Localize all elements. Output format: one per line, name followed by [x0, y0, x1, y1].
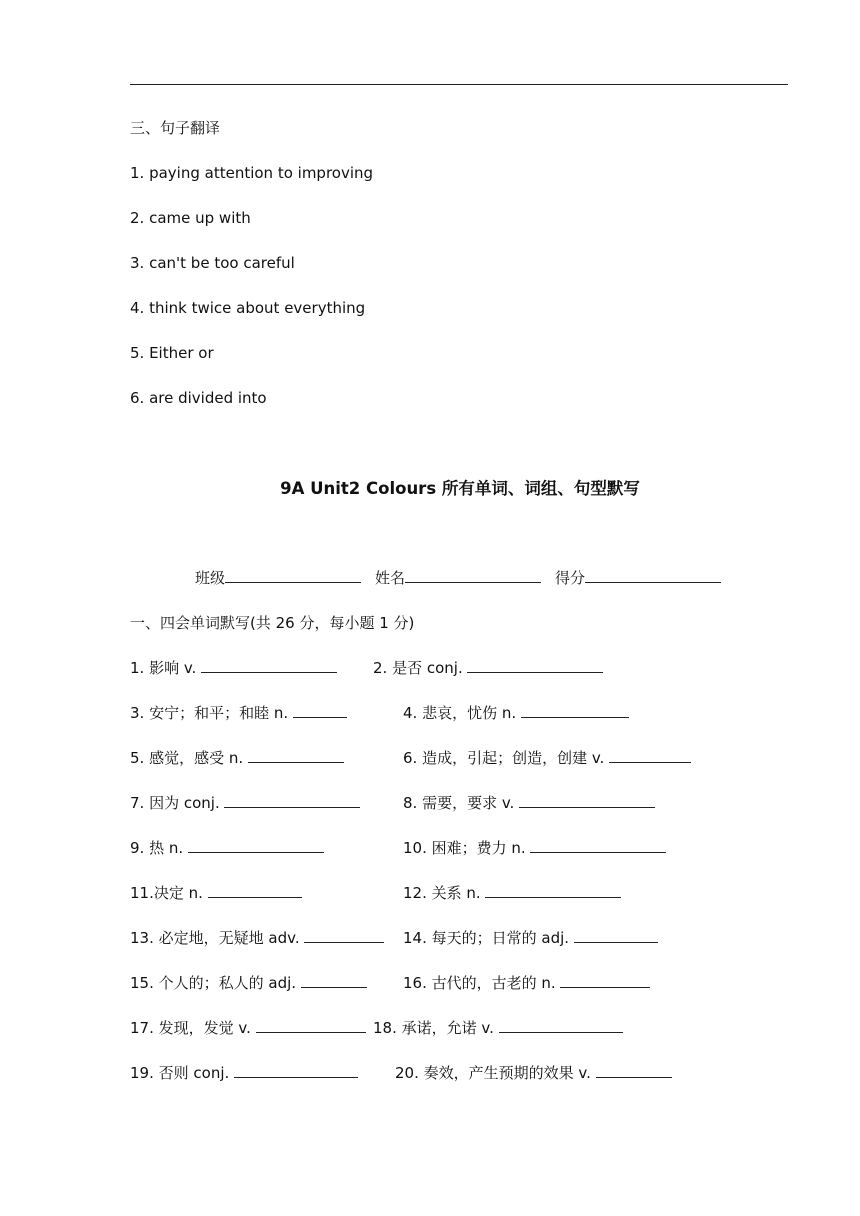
vocab-item-15-prompt: 15. 个人的；私人的 adj. [130, 974, 301, 992]
score-blank[interactable] [585, 568, 721, 583]
vocab-item-16 [403, 973, 650, 993]
name-blank[interactable] [405, 568, 541, 583]
vocab-item-20 [395, 1063, 672, 1083]
vocab-item-7-prompt: 7. 因为 conj. [130, 794, 225, 812]
class-label: 班级 [195, 569, 226, 587]
section1-heading: 一、四会单词默写(共 26 分，每小题 1 分) [130, 614, 415, 632]
vocab-item-3-prompt: 3. 安宁；和平；和睦 n. [130, 704, 293, 722]
vocab-item-17-blank[interactable] [256, 1018, 366, 1033]
vocab-item-18 [373, 1018, 623, 1038]
vocab-item-11-prompt: 11.决定 n. [130, 884, 208, 902]
vocab-item-6-blank[interactable] [609, 748, 691, 763]
vocab-item-15 [130, 973, 367, 993]
vocab-item-2 [373, 658, 603, 678]
vocab-item-20-blank[interactable] [596, 1063, 672, 1078]
vocab-item-20-prompt: 20. 奏效，产生预期的效果 v. [395, 1064, 596, 1082]
vocab-item-11 [130, 883, 302, 903]
score-label: 得分 [555, 569, 586, 587]
vocab-item-12 [403, 883, 621, 903]
vocab-item-3 [130, 703, 347, 723]
vocab-item-18-prompt: 18. 承诺，允诺 v. [373, 1019, 499, 1037]
vocab-item-8-blank[interactable] [519, 793, 655, 808]
student-info-row [195, 568, 721, 588]
vocab-item-7-blank[interactable] [224, 793, 360, 808]
vocab-item-4-blank[interactable] [521, 703, 629, 718]
vocab-item-15-blank[interactable] [301, 973, 367, 988]
vocab-item-9-prompt: 9. 热 n. [130, 839, 188, 857]
vocab-item-14-prompt: 14. 每天的；日常的 adj. [403, 929, 574, 947]
vocab-item-10 [403, 838, 666, 858]
class-blank[interactable] [225, 568, 361, 583]
vocab-item-1-prompt: 1. 影响 v. [130, 659, 202, 677]
vocab-item-2-prompt: 2. 是否 conj. [373, 659, 468, 677]
vocab-item-4 [403, 703, 629, 723]
translation-item-4: 4. think twice about everything [130, 299, 366, 317]
translation-item-1: 1. paying attention to improving [130, 164, 374, 182]
vocab-item-8 [403, 793, 655, 813]
translation-item-2: 2. came up with [130, 209, 251, 227]
vocab-item-5 [130, 748, 344, 768]
vocab-item-19-blank[interactable] [234, 1063, 358, 1078]
vocab-item-2-blank[interactable] [467, 658, 603, 673]
vocab-item-14-blank[interactable] [574, 928, 658, 943]
translation-item-5: 5. Either or [130, 344, 214, 362]
vocab-item-4-prompt: 4. 悲哀，忧伤 n. [403, 704, 521, 722]
vocab-item-13-prompt: 13. 必定地，无疑地 adv. [130, 929, 305, 947]
vocab-item-11-blank[interactable] [208, 883, 302, 898]
vocab-item-19-prompt: 19. 否则 conj. [130, 1064, 235, 1082]
vocab-item-9-blank[interactable] [188, 838, 324, 853]
vocab-item-1 [130, 658, 337, 678]
vocab-item-16-prompt: 16. 古代的，古老的 n. [403, 974, 561, 992]
vocab-item-3-blank[interactable] [293, 703, 347, 718]
vocab-item-9 [130, 838, 324, 858]
vocab-item-17 [130, 1018, 366, 1038]
vocab-item-12-blank[interactable] [485, 883, 621, 898]
vocab-item-10-prompt: 10. 困难；费力 n. [403, 839, 531, 857]
vocab-item-16-blank[interactable] [560, 973, 650, 988]
translation-item-6: 6. are divided into [130, 389, 267, 407]
worksheet-title: 9A Unit2 Colours 所有单词、词组、句型默写 [280, 479, 640, 498]
section3-heading: 三、句子翻译 [130, 119, 221, 137]
vocab-item-18-blank[interactable] [499, 1018, 623, 1033]
top-divider [130, 84, 788, 85]
vocab-item-10-blank[interactable] [530, 838, 666, 853]
vocab-item-8-prompt: 8. 需要，要求 v. [403, 794, 520, 812]
vocab-item-6-prompt: 6. 造成，引起；创造，创建 v. [403, 749, 610, 767]
vocab-item-5-blank[interactable] [248, 748, 344, 763]
vocab-item-17-prompt: 17. 发现，发觉 v. [130, 1019, 256, 1037]
vocab-item-6 [403, 748, 691, 768]
vocab-item-7 [130, 793, 360, 813]
vocab-item-13-blank[interactable] [304, 928, 384, 943]
vocab-item-12-prompt: 12. 关系 n. [403, 884, 486, 902]
vocab-item-1-blank[interactable] [201, 658, 337, 673]
vocab-item-19 [130, 1063, 358, 1083]
vocab-item-13 [130, 928, 384, 948]
vocab-item-5-prompt: 5. 感觉，感受 n. [130, 749, 248, 767]
name-label: 姓名 [375, 569, 406, 587]
vocab-item-14 [403, 928, 658, 948]
translation-item-3: 3. can't be too careful [130, 254, 295, 272]
